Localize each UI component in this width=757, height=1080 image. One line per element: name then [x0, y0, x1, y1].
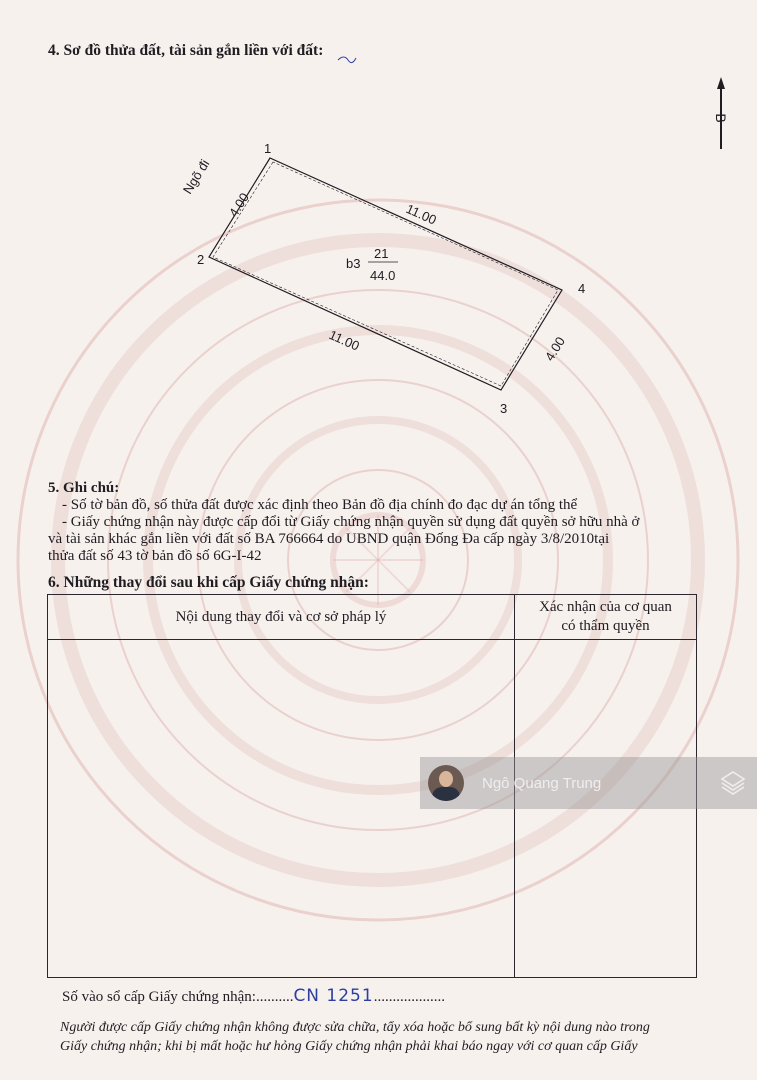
side-length-1-2: 4.00 — [225, 190, 252, 220]
land-type-code: b3 — [346, 256, 361, 271]
registry-label: Số vào sổ cấp Giấy chứng nhận: — [62, 989, 256, 1005]
section-5-title: 5. Ghi chú: — [48, 480, 120, 496]
changes-column-confirmation: Xác nhận của cơ quan có thẩm quyền — [515, 595, 697, 640]
vertex-3: 3 — [500, 401, 508, 416]
side-length-1-4: 11.00 — [403, 201, 439, 228]
registry-number-line: Số vào sổ cấp Giấy chứng nhận:..........CN 1251................... — [62, 986, 445, 1006]
registry-number: CN 1251 — [293, 986, 374, 1006]
parcel-number: 21 — [374, 246, 389, 261]
note-line-2: - Giấy chứng nhận này được cấp đổi từ Giấy chứng nhận quyền sử dụng đất quyền sở hữu nhà ở — [62, 514, 640, 530]
section-5-notes — [48, 480, 639, 565]
note-line-1: - Số tờ bản đồ, số thửa đất được xác định theo Bản đồ địa chính đo đạc dự án tổng thể — [62, 497, 578, 513]
changes-column-content: Nội dung thay đổi và cơ sở pháp lý — [48, 595, 515, 640]
note-line-3: và tài sản khác gắn liền với đất số BA 766664 do UBND quận Đống Đa cấp ngày 3/8/2010tại — [48, 531, 610, 547]
watermark-name: Ngô Quang Trung — [482, 774, 602, 792]
land-parcel-diagram — [0, 0, 757, 440]
vertex-2: 2 — [197, 252, 205, 267]
layers-icon — [719, 769, 747, 797]
footer-warning: Người được cấp Giấy chứng nhận không được sửa chữa, tẩy xóa hoặc bổ sung bất kỳ nội dung nào trong Giấy chứng nhận; khi bị mất hoặc hư hỏng Giấy chứng nhận phải khai báo ngay với cơ quan cấp Giấy — [60, 1020, 650, 1054]
side-length-3-4: 4.00 — [541, 334, 568, 364]
road-label: Ngõ đi — [179, 156, 213, 197]
vertex-1: 1 — [264, 141, 272, 156]
north-label: B — [713, 113, 729, 123]
avatar — [428, 765, 464, 801]
note-line-4: thửa đất số 43 tờ bản đồ số 6G-I-42 — [48, 548, 262, 564]
watermark-banner — [420, 757, 757, 809]
section-4-title: 4. Sơ đồ thửa đất, tài sản gắn liền với đất: — [48, 42, 324, 59]
side-length-2-3: 11.00 — [326, 327, 362, 354]
section-6-title: 6. Những thay đổi sau khi cấp Giấy chứng nhận: — [48, 574, 369, 591]
vertex-4: 4 — [578, 281, 586, 296]
parcel-area: 44.0 — [370, 268, 396, 283]
